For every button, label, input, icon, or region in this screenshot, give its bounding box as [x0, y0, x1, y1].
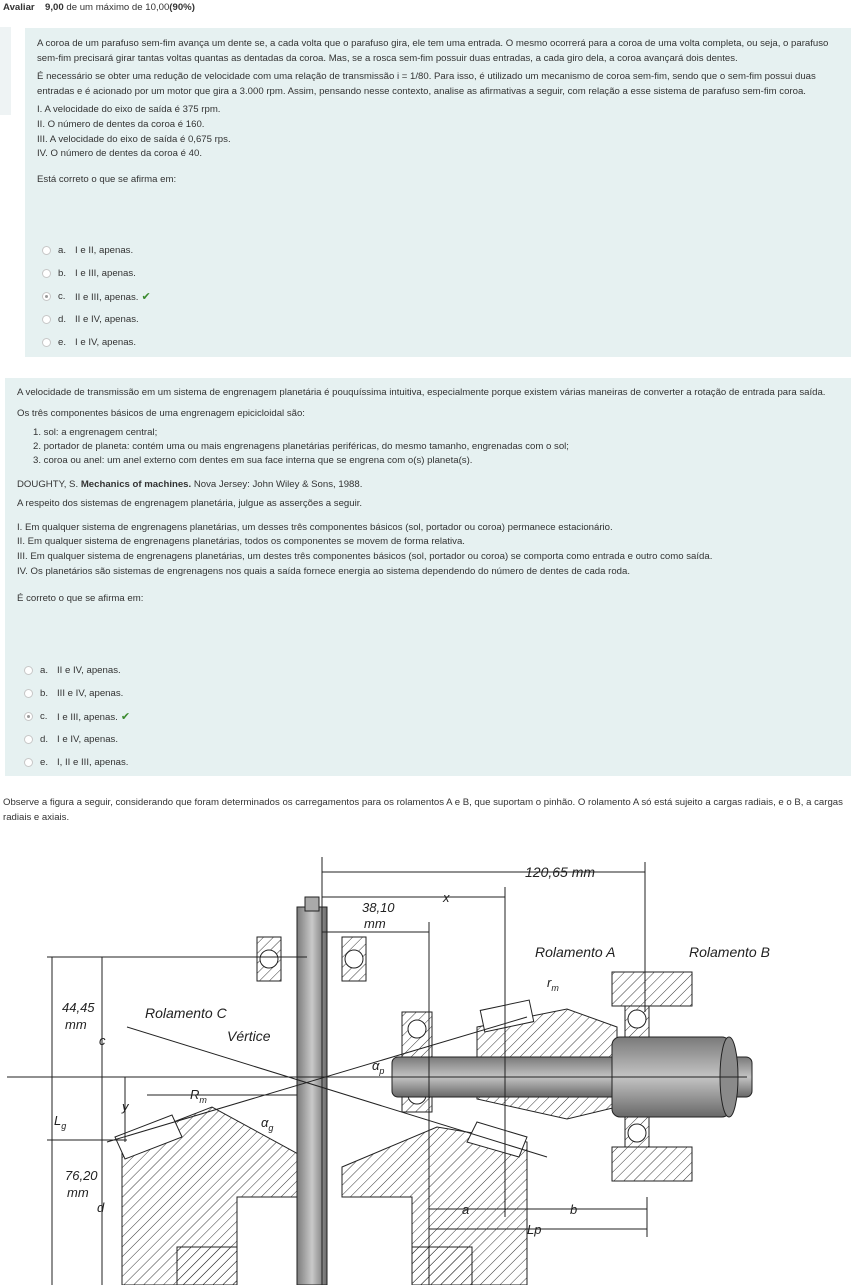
statement: IV. O número de dentes da coroa é 40.	[37, 148, 202, 160]
question-2-prompt: É correto o que se afirma em:	[17, 592, 144, 604]
question-1-intro-1: A coroa de um parafuso sem-fim avança um dente se, a cada volta que o parafuso gira, ele tem uma entrada. O mesmo ocorrerá para a coroa de uma volta completa, ou seja, o parafuso sem-fim precisará girar tantas voltas quantas as dentadas da coroa. Mas, se a rosca sem-fim possuir duas entradas, a cada giro dela, a coroa avançará dois dentes.	[37, 38, 829, 64]
dim-120-label: 120,65 mm	[525, 864, 596, 880]
check-icon: ✔	[141, 291, 151, 303]
radio-button[interactable]	[42, 315, 51, 324]
label-Rm-sub: m	[199, 1095, 207, 1105]
reference-title: Mechanics of machines.	[80, 478, 192, 490]
question-1	[25, 28, 851, 357]
grade-percent: (90%)	[169, 2, 195, 13]
label-vertice: Vértice	[227, 1028, 271, 1044]
question-2-statements	[17, 521, 845, 580]
question-2-assertion-intro: A respeito dos sistemas de engrenagem planetária, julgue as asserções a seguir.	[17, 498, 363, 510]
list-item: 3. coroa ou anel: um anel externo com dentes em sua face interna que se engrena com o(s) planeta(s).	[33, 455, 473, 467]
label-alpha-p-sub: p	[379, 1066, 385, 1076]
answer-text: II e IV, apenas.	[57, 665, 121, 676]
list-item: 2. portador de planeta: contém uma ou mais engrenagens planetárias periféricas, do mesmo tamanho, engrenadas com o sol;	[33, 441, 569, 453]
radio-button[interactable]	[24, 758, 33, 767]
answer-letter: e.	[40, 757, 49, 768]
bevel-gear-diagram	[7, 837, 833, 1285]
answer-letter: e.	[58, 337, 67, 348]
radio-button[interactable]	[42, 338, 51, 347]
dim-76-unit: mm	[67, 1185, 89, 1200]
question-1-intro-2: É necessário se obter uma redução de velocidade com uma relação de transmissão i = 1/80. Para isso, é utilizado um mecanismo de coroa sem-fim, sendo que o sem-fim possui duas entradas e é acionado por um motor que gira a 3.000 rpm. Assim, pensando nesse contexto, analise as afirmativas a seguir, com relação a esse sistema de parafuso sem-fim coroa.	[37, 71, 816, 97]
answer-letter: d.	[40, 734, 49, 745]
answer-text-wrap	[75, 290, 151, 305]
answer-text: III e IV, apenas.	[57, 688, 124, 699]
dim-y-label: y	[122, 1099, 129, 1114]
statement: IV. Os planetários são sistemas de engrenagens nos quais a saída fornece energia ao sistema dependendo do número de dentes de cada roda.	[17, 566, 630, 577]
radio-button-selected[interactable]	[42, 292, 51, 301]
check-icon: ✔	[120, 711, 131, 723]
reference-author: DOUGHTY, S.	[17, 478, 79, 490]
dim-Lg-label	[54, 1113, 66, 1131]
reference-publisher: Nova Jersey: John Wiley & Sons, 1988.	[193, 478, 363, 490]
grade-bar	[0, 0, 851, 17]
radio-button[interactable]	[24, 689, 33, 698]
answer-text: II e III, apenas.	[75, 292, 139, 303]
radio-button-selected[interactable]	[24, 712, 33, 721]
answer-text-wrap	[57, 710, 130, 725]
label-Rm-gear	[190, 1087, 207, 1105]
dim-44-label: 44,45	[62, 1000, 95, 1015]
answer-text: I e II, apenas.	[75, 245, 134, 256]
dim-c-label: c	[99, 1033, 106, 1048]
answer-letter: c.	[58, 291, 66, 302]
statement: III. A velocidade do eixo de saída é 0,675 rps.	[37, 133, 231, 145]
radio-button[interactable]	[24, 666, 33, 675]
question-info-panel	[0, 27, 11, 115]
dim-b-label: b	[570, 1202, 578, 1217]
dim-a-label: a	[462, 1202, 470, 1217]
grade-score-text: de um máximo de 10,00	[66, 2, 170, 13]
question-1-text	[37, 37, 845, 192]
statement: II. O número de dentes da coroa é 160.	[37, 118, 205, 130]
question-2-components-intro: Os três componentes básicos de uma engrenagem epicicloidal são:	[17, 407, 305, 419]
statement: III. Em qualquer sistema de engrenagens planetárias, um destes três componentes básicos (sol, portador ou coroa) se comporta como entrada e outro como saída.	[17, 551, 713, 563]
answer-letter: b.	[40, 688, 49, 699]
answer-letter: d.	[58, 314, 67, 325]
bevel-gear-figure	[7, 837, 833, 1285]
question-1-prompt: Está correto o que se afirma em:	[37, 174, 177, 186]
label-rm-pinion	[547, 975, 559, 993]
dim-38-unit: mm	[364, 916, 386, 931]
question-1-statements	[37, 103, 845, 162]
label-Rm-base: R	[190, 1087, 200, 1102]
dim-44-unit: mm	[65, 1017, 87, 1032]
grade-value	[45, 2, 195, 13]
list-item: 1. sol: a engrenagem central;	[33, 427, 158, 438]
statement: II. Em qualquer sistema de engrenagens planetárias, todos os componentes se movem de forma relativa.	[17, 536, 465, 548]
answer-letter: c.	[40, 711, 48, 722]
statement: I. Em qualquer sistema de engrenagens planetárias, um desses três componentes básicos (sol, portador ou coroa) permanece estacionário.	[17, 521, 613, 533]
radio-button[interactable]	[42, 269, 51, 278]
answer-text: II e IV, apenas.	[75, 314, 139, 325]
label-rm-sub: m	[551, 983, 559, 993]
answer-letter: a.	[40, 665, 49, 676]
dim-76-label: 76,20	[65, 1168, 98, 1183]
radio-button[interactable]	[24, 735, 33, 744]
answer-text: I e III, apenas.	[57, 712, 118, 723]
grade-score: 9,00	[45, 2, 64, 13]
label-alpha-p	[372, 1058, 384, 1076]
answer-text: I e IV, apenas.	[57, 734, 118, 745]
question-2-components-list	[17, 426, 845, 469]
grade-label: Avaliar	[3, 2, 35, 13]
label-rolamento-a: Rolamento A	[535, 944, 616, 960]
dim-Lp-label: Lp	[527, 1222, 542, 1237]
label-rolamento-c: Rolamento C	[145, 1005, 227, 1021]
label-alpha-g	[261, 1115, 273, 1133]
dim-Lg-sub: g	[61, 1121, 67, 1131]
answer-text: I, II e III, apenas.	[57, 757, 129, 768]
dim-38-label: 38,10	[362, 900, 395, 915]
label-rolamento-b: Rolamento B	[689, 944, 770, 960]
label-alpha-g-sub: g	[268, 1123, 274, 1133]
question-2-text	[17, 386, 845, 610]
question-2	[5, 378, 851, 776]
answer-letter: b.	[58, 268, 67, 279]
answer-letter: a.	[58, 245, 67, 256]
answer-text: I e IV, apenas.	[75, 337, 136, 348]
answer-text: I e III, apenas.	[75, 268, 136, 279]
label-rm-base: r	[547, 975, 552, 990]
question-3-text: Observe a figura a seguir, considerando que foram determinados os carregamentos para os rolamentos A e B, que suportam o pinhão. O rolamento A só está sujeito a cargas radiais, e o B, a cargas radiais e axiais.	[3, 797, 843, 823]
question-2-reference	[17, 478, 845, 493]
question-2-intro: A velocidade de transmissão em um sistema de engrenagem planetária é pouquíssima intuitiva, especialmente porque existem várias maneiras de converter a rotação de entrada para saída.	[17, 387, 826, 398]
dim-x-label: x	[443, 890, 450, 905]
dim-Lg-base: L	[54, 1113, 62, 1128]
label-alpha-g-base: α	[261, 1115, 269, 1130]
label-alpha-p-base: α	[372, 1058, 380, 1073]
dim-d-label: d	[97, 1200, 105, 1215]
shaft-key	[305, 897, 319, 911]
statement: I. A velocidade do eixo de saída é 375 rpm.	[37, 104, 221, 115]
radio-button[interactable]	[42, 246, 51, 255]
